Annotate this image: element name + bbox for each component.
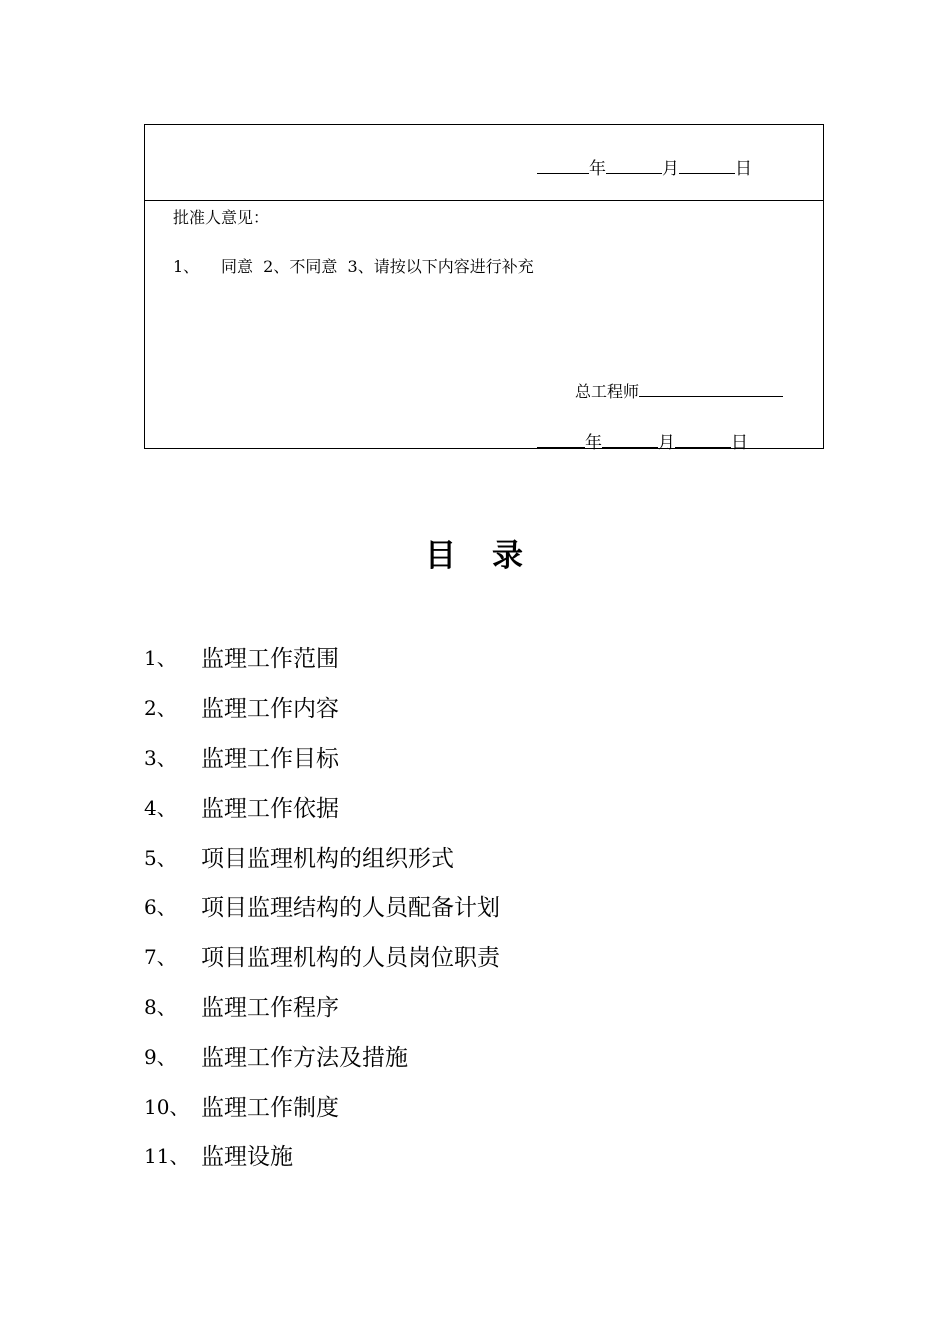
toc-item-text: 项目监理机构的人员岗位职责 xyxy=(201,945,500,972)
toc-item[interactable] xyxy=(144,1080,500,1130)
chief-engineer-signature xyxy=(575,379,783,402)
chief-engineer-label: 总工程师 xyxy=(575,382,640,401)
toc-item-text: 监理设施 xyxy=(201,1144,293,1171)
day-blank[interactable] xyxy=(675,431,731,448)
toc-item-text: 监理工作方法及措施 xyxy=(201,1044,408,1071)
toc-item[interactable] xyxy=(144,981,500,1031)
toc-item-text: 项目监理结构的人员配备计划 xyxy=(201,895,500,922)
toc-item-number: 9、 xyxy=(144,1044,177,1069)
month-blank[interactable] xyxy=(602,431,658,448)
toc-item-number: 1、 xyxy=(144,646,177,671)
date-row-top xyxy=(537,154,752,179)
toc-item[interactable] xyxy=(144,682,500,732)
toc-item-text: 监理工作程序 xyxy=(201,994,339,1021)
signature-blank[interactable] xyxy=(639,380,783,397)
day-label: 日 xyxy=(735,159,752,179)
toc-item-number: 7、 xyxy=(144,945,177,970)
approval-form xyxy=(144,124,824,453)
year-label: 年 xyxy=(585,433,602,453)
day-label: 日 xyxy=(731,433,748,453)
day-blank[interactable] xyxy=(679,157,735,174)
toc-item[interactable] xyxy=(144,831,500,881)
toc-item-number: 2、 xyxy=(144,696,177,721)
toc-item-text: 项目监理机构的组织形式 xyxy=(201,845,454,872)
toc-item[interactable] xyxy=(144,1030,500,1080)
toc-list xyxy=(144,632,500,1180)
month-label: 月 xyxy=(662,159,679,179)
toc-title xyxy=(0,530,950,575)
toc-item-text: 监理工作目标 xyxy=(201,745,339,772)
year-label: 年 xyxy=(589,159,606,179)
options-text: 同意 2、不同意 3、请按以下内容进行补充 xyxy=(221,257,534,276)
date-row-bottom xyxy=(537,428,748,453)
toc-item-number: 6、 xyxy=(144,895,177,920)
toc-title-right: 录 xyxy=(492,538,525,574)
toc-item-number: 3、 xyxy=(144,745,177,770)
options-number: 1、 xyxy=(173,257,200,276)
row-divider xyxy=(145,200,823,201)
month-blank[interactable] xyxy=(606,157,662,174)
toc-item[interactable] xyxy=(144,781,500,831)
toc-item[interactable] xyxy=(144,732,500,782)
month-label: 月 xyxy=(658,433,675,453)
toc-item-number: 11、 xyxy=(144,1144,190,1169)
toc-item-number: 8、 xyxy=(144,994,177,1019)
toc-item[interactable] xyxy=(144,632,500,682)
year-blank[interactable] xyxy=(537,431,585,448)
toc-item-number: 5、 xyxy=(144,845,177,870)
approver-opinion-label: 批准人意见： xyxy=(173,208,270,227)
toc-item[interactable] xyxy=(144,881,500,931)
toc-item-number: 10、 xyxy=(144,1094,190,1119)
toc-item-text: 监理工作范围 xyxy=(201,646,339,673)
toc-item-text: 监理工作制度 xyxy=(201,1094,339,1121)
toc-item[interactable] xyxy=(144,931,500,981)
toc-item[interactable] xyxy=(144,1130,500,1180)
year-blank[interactable] xyxy=(537,157,589,174)
toc-item-text: 监理工作内容 xyxy=(201,696,339,723)
approval-options xyxy=(173,254,534,277)
toc-title-left: 目 xyxy=(425,538,458,574)
toc-item-text: 监理工作依据 xyxy=(201,795,339,822)
toc-item-number: 4、 xyxy=(144,795,177,820)
